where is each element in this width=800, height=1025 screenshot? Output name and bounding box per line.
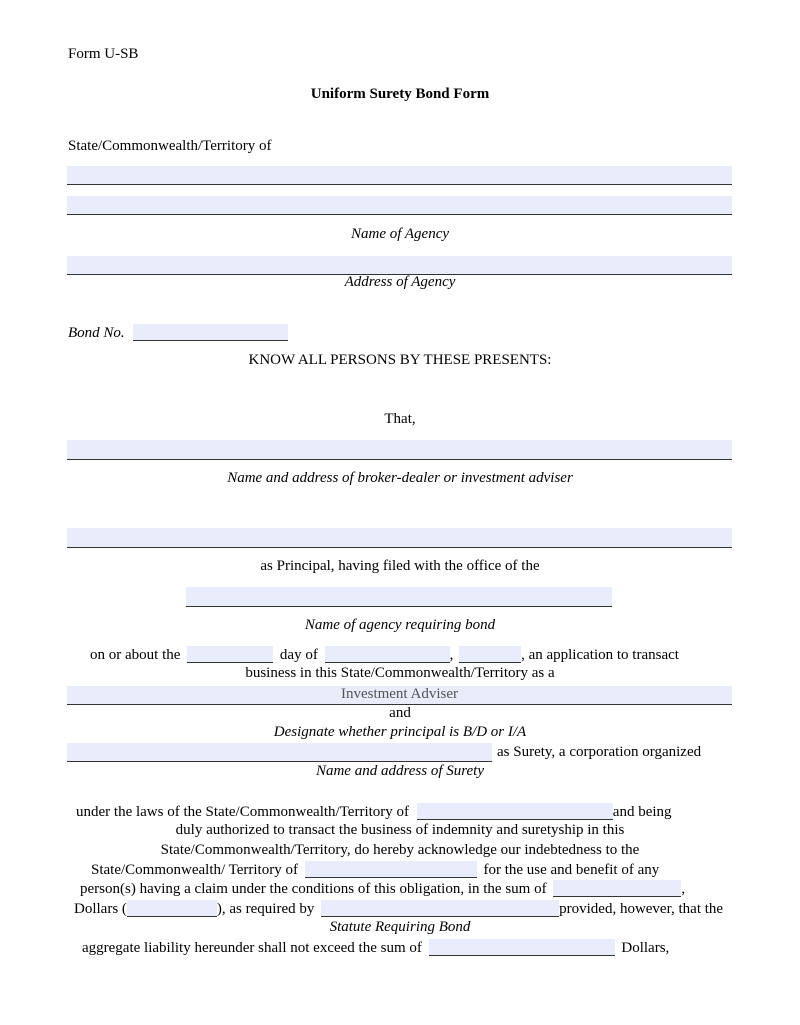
- comma-text: ,: [449, 647, 454, 663]
- surety-field[interactable]: [67, 743, 492, 762]
- para-line5-text: person(s) having a claim under the conditions of this obligation, in the sum of: [80, 881, 547, 897]
- sum-words-field[interactable]: [553, 880, 681, 897]
- para-line1-text: under the laws of the State/Commonwealth/Territory of: [76, 804, 410, 820]
- and-text: and: [389, 705, 411, 721]
- para-line4-text: State/Commonwealth/ Territory of: [91, 862, 298, 878]
- provided-however-text: provided, however, that the: [559, 901, 724, 917]
- and-being-text: and being: [612, 804, 672, 820]
- state-field-1[interactable]: [67, 166, 732, 185]
- surety-state-field[interactable]: [417, 803, 613, 820]
- agency-requiring-label: Name of agency requiring bond: [304, 617, 496, 633]
- statute-field[interactable]: [321, 900, 559, 917]
- form-id: Form U-SB: [68, 46, 139, 62]
- required-by-text: ), as required by: [216, 901, 315, 917]
- statute-label: Statute Requiring Bond: [329, 919, 471, 935]
- dollars-open-text: Dollars (: [74, 901, 127, 917]
- state-label: State/Commonwealth/Territory of: [68, 138, 272, 154]
- para-line2-text: duly authorized to transact the business of indemnity and suretyship in this: [175, 822, 625, 838]
- state-field-2[interactable]: [67, 196, 732, 215]
- business-line-text: business in this State/Commonwealth/Territory as a: [245, 665, 555, 681]
- surety-label: Name and address of Surety: [315, 763, 485, 779]
- use-benefit-text: for the use and benefit of any: [483, 862, 660, 878]
- form-title: Uniform Surety Bond Form: [310, 86, 490, 102]
- sum-figures-field[interactable]: [127, 900, 217, 917]
- beneficiary-state-field[interactable]: [305, 861, 477, 878]
- aggregate-limit-field[interactable]: [429, 939, 615, 956]
- address-of-agency-label: Address of Agency: [344, 274, 456, 290]
- designate-label: Designate whether principal is B/D or I/A: [273, 724, 527, 740]
- know-all-persons: KNOW ALL PERSONS BY THESE PRESENTS:: [248, 352, 552, 368]
- principal-address-field[interactable]: [67, 528, 732, 548]
- para-line3-text: State/Commonwealth/Territory, do hereby acknowledge our indebtedness to the: [160, 842, 640, 858]
- day-of-text: day of: [279, 647, 318, 663]
- para-line7-text: aggregate liability hereunder shall not exceed the sum of: [82, 940, 422, 956]
- principal-name-field[interactable]: [67, 440, 732, 460]
- as-principal-text: as Principal, having filed with the office of the: [260, 558, 540, 574]
- as-surety-text: as Surety, a corporation organized: [497, 744, 702, 760]
- agency-requiring-field[interactable]: [186, 587, 612, 607]
- comma2-text: ,: [681, 881, 686, 897]
- day-field[interactable]: [187, 646, 273, 663]
- application-text: , an application to transact: [521, 647, 679, 663]
- month-field[interactable]: [325, 646, 450, 663]
- agency-address-field[interactable]: [67, 256, 732, 275]
- dollars-text: Dollars,: [621, 940, 670, 956]
- principal-name-label: Name and address of broker-dealer or investment adviser: [227, 470, 573, 486]
- on-or-about-text: on or about the: [90, 647, 181, 663]
- year-field[interactable]: [459, 646, 521, 663]
- bond-no-field[interactable]: [133, 324, 288, 341]
- designation-field[interactable]: Investment Adviser: [67, 686, 732, 705]
- bond-no-label: Bond No.: [68, 325, 125, 341]
- name-of-agency-label: Name of Agency: [350, 226, 450, 242]
- that-text: That,: [384, 411, 416, 427]
